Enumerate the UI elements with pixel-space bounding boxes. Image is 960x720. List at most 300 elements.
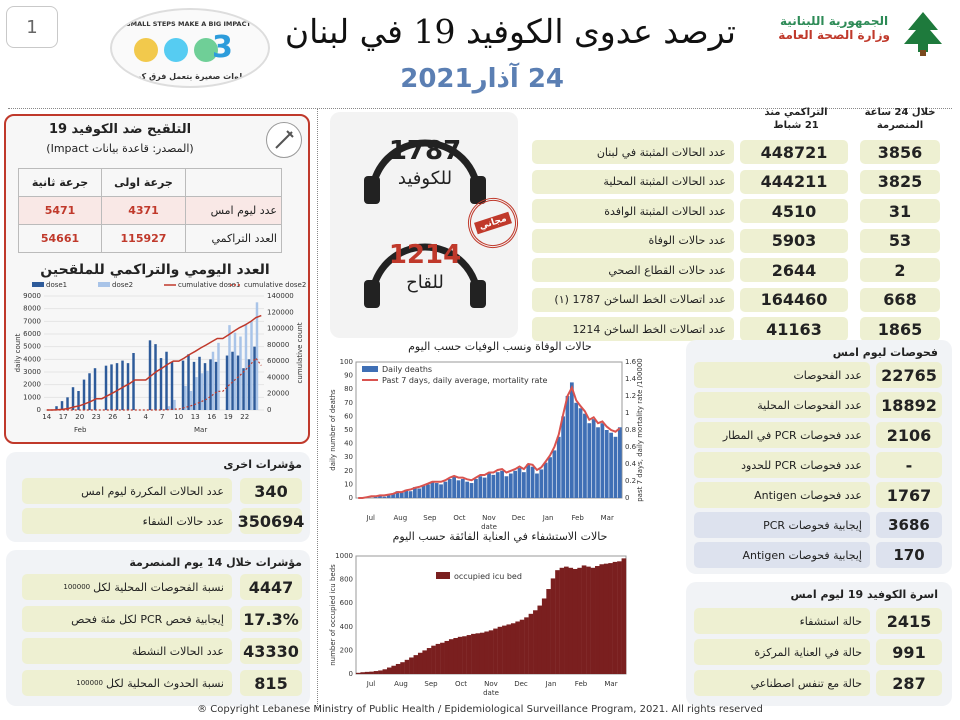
hotline-number: 1787 — [388, 136, 462, 166]
death-bar — [500, 471, 504, 498]
x-tick-label: 26 — [108, 413, 118, 421]
death-bar — [444, 482, 448, 498]
icu-bar — [431, 646, 436, 674]
other-row-label — [22, 478, 232, 504]
x-tick-label: Dec — [514, 680, 528, 688]
icu-bar — [555, 570, 560, 674]
y-tick-label: 20 — [344, 466, 353, 475]
stat-cumulative-value: 448721 — [740, 140, 848, 164]
vacc-row-label: عدد ليوم امس — [186, 197, 282, 225]
icu-bar — [369, 672, 374, 674]
beds-row-value: 2415 — [876, 608, 942, 634]
icu-bar — [396, 664, 401, 674]
y2-tick-label: 80000 — [267, 340, 290, 349]
y-tick-label: 0 — [348, 670, 353, 678]
y2-tick-label: 1.6 — [625, 358, 637, 366]
dose1-bar — [231, 352, 233, 410]
vaccination-title: التلقيح ضد الكوفيد 19 — [48, 122, 192, 137]
vacc-row-label: العدد التراكمي — [186, 225, 282, 253]
dose1-header: جرعة اولى — [102, 169, 186, 197]
other-row-value: 340 — [240, 478, 302, 504]
x-tick-label: 19 — [223, 413, 233, 421]
death-bar — [605, 430, 609, 498]
death-bar — [574, 403, 578, 498]
tests-row-value: 170 — [876, 542, 942, 568]
stat-daily-value: 3825 — [860, 170, 940, 194]
y-tick-label: 6000 — [23, 330, 41, 338]
y-tick-label: 60 — [344, 412, 353, 421]
dose1-bar — [116, 363, 118, 410]
dose2-bar — [190, 391, 192, 410]
indicators14-row-value: 4447 — [240, 574, 302, 600]
y-tick-label: 0 — [348, 494, 353, 502]
indicators14-row-label — [22, 606, 232, 632]
x-tick-label: Oct — [454, 680, 468, 688]
hotline-caption: للقاح — [406, 272, 444, 293]
stat-daily-value: 2 — [860, 258, 940, 282]
death-bar — [592, 419, 596, 498]
y-tick-label: 5000 — [23, 342, 41, 351]
y-tick-label: 9000 — [23, 292, 41, 300]
death-bar — [548, 457, 552, 498]
other-label-text: عدد الحالات المكررة ليوم امس — [81, 484, 224, 498]
tests-row-label: عدد الفحوصات المحلية — [694, 392, 870, 418]
campaign-top-text: SMALL STEPS MAKE A BIG IMPACT — [126, 20, 251, 28]
dose2-bar — [195, 377, 197, 410]
tests-row-value: 22765 — [876, 362, 942, 388]
ministry-line2: وزارة الصحة العامة — [778, 28, 890, 42]
stat-label: عدد الحالات المثبتة في لبنان — [532, 140, 734, 164]
legend-swatch — [362, 366, 378, 372]
vacc-dose1-value: 4371 — [102, 197, 186, 225]
campaign-figures-icon — [132, 32, 252, 70]
dose1-bar — [165, 352, 167, 410]
ministry-line1: الجمهورية اللبنانية — [780, 14, 889, 28]
dose1-bar — [83, 380, 85, 410]
icu-bar — [573, 569, 578, 674]
death-bar — [544, 463, 548, 498]
death-bar — [382, 497, 386, 498]
icu-bar — [546, 589, 551, 674]
x-tick-label: Aug — [394, 680, 408, 688]
x-tick-label: 4 — [143, 413, 148, 421]
stat-daily-value: 1865 — [860, 317, 940, 341]
icu-bar — [445, 641, 450, 674]
stat-label: عدد اتصالات الخط الساخن 1214 — [532, 317, 734, 341]
x-tick-label: Aug — [393, 514, 408, 522]
deaths-chart — [326, 354, 648, 530]
dose2-bar — [217, 343, 219, 410]
dose2-bar — [201, 373, 203, 410]
y-tick-label: 80 — [344, 385, 353, 394]
icu-bar — [529, 614, 534, 674]
y-tick-label: 8000 — [23, 304, 41, 313]
icu-bar — [622, 558, 627, 674]
death-bar — [614, 437, 618, 498]
death-bar — [618, 427, 622, 498]
y2-tick-label: 1 — [625, 409, 630, 417]
vaccination-table — [18, 168, 282, 253]
icu-chart — [326, 548, 648, 704]
death-bar — [448, 479, 452, 498]
y2-tick-label: 0.8 — [625, 426, 637, 434]
icu-bar — [524, 617, 529, 674]
icu-bar — [551, 578, 556, 674]
y-tick-label: 3000 — [23, 368, 41, 376]
campaign-logo — [110, 8, 270, 88]
x-tick-label: Mar — [600, 514, 614, 522]
icu-bar — [564, 567, 569, 674]
stat-label: عدد اتصالات الخط الساخن 1787 (١) — [532, 288, 734, 312]
icu-bar — [405, 660, 410, 674]
icu-bar — [489, 630, 494, 674]
stat-daily-value: 53 — [860, 229, 940, 253]
icu-bar — [511, 623, 516, 674]
y-tick-label: 0 — [36, 406, 41, 414]
death-bar — [491, 475, 495, 498]
y-tick-label: 70 — [344, 398, 353, 407]
stat-cumulative-value: 164460 — [740, 288, 848, 312]
x-tick-label: Jan — [545, 680, 557, 688]
death-bar — [535, 474, 539, 498]
x-tick-label: Feb — [571, 514, 584, 522]
dose1-bar — [171, 362, 173, 410]
legend-label: cumulative dose2 — [244, 281, 306, 289]
dose1-bar — [193, 362, 195, 410]
y-tick-label: 400 — [339, 622, 353, 631]
y2-tick-label: 60000 — [267, 357, 290, 366]
icu-bar — [360, 672, 365, 674]
death-bar — [531, 467, 535, 498]
footer-copyright: ® Copyright Lebanese Ministry of Public Health / Epidemiological Surveillance Program, 2021. All rights reserved — [197, 704, 763, 715]
dose1-bar — [182, 361, 184, 410]
legend-swatch — [32, 282, 44, 287]
icu-bar — [418, 653, 423, 674]
death-bar — [470, 483, 474, 498]
page-number: 1 — [26, 16, 38, 38]
free-stamp-text: مجاني — [474, 212, 512, 235]
death-bar — [474, 479, 478, 498]
dose1-bar — [105, 366, 107, 410]
indicators14-row-value: 815 — [240, 670, 302, 696]
dose1-bar — [121, 361, 123, 410]
icu-bar — [537, 606, 542, 674]
death-bar — [435, 483, 439, 498]
x-tick-label: 17 — [58, 413, 68, 421]
tests-row-value: 2106 — [876, 422, 942, 448]
icu-bar — [356, 673, 361, 674]
other-label-text: عدد حالات الشفاء — [142, 514, 224, 528]
vaccination-chart-title: العدد اليومي والتراكمي للملقحين — [40, 262, 270, 278]
stat-label: عدد حالات الوفاة — [532, 229, 734, 253]
death-bar — [587, 423, 591, 498]
tests-row-label: عدد فحوصات Antigen — [694, 482, 870, 508]
death-bar — [609, 433, 613, 498]
y2-tick-label: 0.2 — [625, 477, 637, 485]
x-tick-label: 22 — [240, 413, 250, 421]
vacc-dose2-value: 5471 — [19, 197, 102, 225]
y-tick-label: 50 — [344, 426, 353, 434]
dose1-bar — [242, 368, 244, 410]
x-tick-label: 1 — [127, 413, 132, 421]
icu-bar — [436, 644, 441, 674]
beds-label-text: حالة استشفاء — [799, 614, 862, 628]
y-tick-label: 90 — [344, 371, 353, 380]
stat-cumulative-value: 2644 — [740, 258, 848, 282]
legend-label: dose1 — [46, 281, 68, 289]
vaccination-source: (المصدر: قاعدة بيانات Impact) — [46, 142, 194, 155]
ministry-name — [778, 14, 890, 42]
x-tick-label: Sep — [423, 514, 437, 522]
icu-bar — [400, 662, 405, 674]
deaths-chart-title: حالات الوفاة ونسب الوفيات حسب اليوم — [408, 340, 592, 353]
legend-swatch — [98, 282, 110, 287]
x-tick-label: 20 — [75, 413, 85, 421]
dose1-bar — [215, 362, 217, 410]
y-tick-label: 30 — [344, 453, 353, 462]
tests-row-value: - — [876, 452, 942, 478]
death-bar — [509, 474, 513, 498]
dose2-bar — [250, 321, 252, 410]
y-tick-label: 100 — [339, 358, 353, 366]
icu-bar — [427, 648, 432, 674]
death-bar — [496, 472, 500, 498]
x-tick-label: 13 — [190, 413, 200, 421]
icu-bar — [374, 671, 379, 674]
daily-col-header: خلال 24 ساعة المنصرمة — [864, 107, 936, 131]
dose1-bar — [94, 368, 96, 410]
tests-row-label: إيجابية فحوصات PCR — [694, 512, 870, 538]
death-bar — [539, 469, 543, 498]
vertical-separator — [317, 108, 318, 708]
x-tick-label: 23 — [91, 413, 101, 421]
icu-bar — [391, 666, 396, 674]
y-tick-label: 800 — [339, 575, 353, 584]
y-tick-label: 1000 — [335, 552, 353, 560]
dose2-bar — [206, 371, 208, 410]
x-tick-label: Nov — [484, 680, 498, 688]
icu-bar — [586, 567, 591, 674]
beds-row-label — [694, 639, 870, 665]
death-bar — [566, 396, 570, 498]
beds-label-text: حالة مع تنفس اصطناعي — [750, 676, 862, 690]
stat-daily-value: 668 — [860, 288, 940, 312]
other-indicators-title: مؤشرات اخرى — [223, 458, 302, 471]
page-number-box — [6, 6, 58, 48]
icu-bar — [498, 627, 503, 674]
tests-row-label: عدد فحوصات PCR في المطار — [694, 422, 870, 448]
dose1-bar — [237, 356, 239, 410]
death-bar — [579, 408, 583, 498]
indicators14-row-value: 43330 — [240, 638, 302, 664]
x-group-label: Feb — [74, 426, 87, 434]
icu-bar — [467, 635, 472, 674]
legend-label: Daily deaths — [382, 365, 433, 374]
icu-bar — [608, 563, 613, 674]
dose2-bar — [256, 302, 258, 410]
x-tick-label: Sep — [424, 680, 438, 688]
indicators14-row-value: 17.3% — [240, 606, 302, 632]
beds-label-text: حالة في العناية المركزة — [754, 645, 862, 659]
y2-tick-label: 0.4 — [625, 460, 637, 468]
stat-daily-value: 31 — [860, 199, 940, 223]
x-tick-label: Nov — [482, 514, 496, 522]
icu-bar — [604, 564, 609, 674]
tests-row-value: 1767 — [876, 482, 942, 508]
dose1-bar — [160, 358, 162, 410]
tests-row-label: إيجابية فحوصات Antigen — [694, 542, 870, 568]
x-tick-label: 7 — [160, 413, 165, 421]
dose2-header: جرعة ثانية — [19, 169, 102, 197]
y2-axis-label: past 7 days, daily mortality rate /100000 — [636, 358, 644, 502]
x-tick-label: Feb — [574, 680, 588, 688]
vacc-dose1-value: 115927 — [102, 225, 186, 253]
y2-tick-label: 0 — [267, 406, 272, 414]
cumulative-col-header: التراكمي منذ 21 شباط — [764, 107, 828, 131]
icu-bar — [440, 643, 445, 674]
indicators14-row-label — [22, 574, 232, 600]
icu-chart-title: حالات الاستشفاء في العناية الفائقة حسب اليوم — [392, 530, 608, 543]
indicators14-label-text: نسبة الفحوصات المحلية لكل — [93, 580, 224, 594]
death-bar — [553, 450, 557, 498]
icu-bar — [493, 629, 498, 674]
legend-label: Past 7 days, daily average, mortality rate — [382, 376, 548, 385]
y2-tick-label: 1.4 — [625, 375, 637, 383]
y-tick-label: 2000 — [23, 380, 41, 389]
y2-axis-label: cumulative count — [296, 322, 304, 384]
icu-bar — [617, 561, 622, 674]
dose1-bar — [187, 354, 189, 410]
x-tick-label: 10 — [174, 413, 184, 421]
death-bar — [526, 464, 530, 498]
beds-row-label — [694, 670, 870, 696]
y-tick-label: 40 — [344, 439, 353, 448]
icu-bar — [422, 650, 427, 674]
x-tick-label: Jan — [542, 514, 554, 522]
y-tick-label: 1000 — [23, 393, 41, 402]
icu-bar — [613, 562, 618, 674]
icu-bar — [449, 639, 454, 674]
beds-row-label — [694, 608, 870, 634]
death-bar — [483, 478, 487, 498]
y-tick-label: 600 — [339, 599, 353, 608]
y-tick-label: 200 — [339, 646, 353, 655]
y-axis-label: daily count — [14, 333, 22, 373]
dose1-bar — [88, 373, 90, 410]
beds-title: اسرة الكوفيد 19 ليوم امس — [790, 588, 938, 601]
y2-tick-label: 20000 — [267, 389, 290, 398]
indicators14-row-label — [22, 638, 232, 664]
icu-bar — [476, 633, 481, 674]
indicators14-label-text: نسبة الحدوث المحلية لكل — [105, 676, 224, 690]
stat-label: عدد الحالات المثبتة الوافدة — [532, 199, 734, 223]
death-bar — [452, 476, 456, 498]
icu-bar — [582, 565, 587, 674]
dose1-bar — [226, 356, 228, 410]
y2-tick-label: 120000 — [267, 308, 294, 317]
indicators14-label-sub: 100000 — [76, 679, 103, 687]
death-bar — [422, 486, 426, 498]
indicators14-row-label — [22, 670, 232, 696]
stat-cumulative-value: 5903 — [740, 229, 848, 253]
icu-bar — [409, 657, 414, 674]
icu-bar — [595, 566, 600, 674]
icu-bar — [515, 621, 520, 674]
y2-tick-label: 1.2 — [625, 392, 637, 400]
icu-bar — [462, 636, 467, 674]
hotline-number: 1214 — [388, 240, 462, 270]
death-bar — [596, 427, 600, 498]
vacc-dose2-value: 54661 — [19, 225, 102, 253]
x-tick-label: 14 — [42, 413, 52, 421]
x-tick-label: Mar — [604, 680, 618, 688]
indicators14-label-text: إيجابية فحص PCR لكل مئة فحص — [71, 612, 224, 626]
indicators14-label-sub: 100000 — [63, 583, 91, 591]
dose2-bar — [228, 325, 230, 410]
death-bar — [426, 484, 430, 498]
y-axis-label: daily number of deaths — [329, 389, 337, 471]
dose1-bar — [204, 363, 206, 410]
icu-bar — [560, 568, 565, 674]
stat-cumulative-value: 41163 — [740, 317, 848, 341]
death-bar — [457, 480, 461, 498]
death-bar — [487, 474, 491, 498]
beds-row-value: 287 — [876, 670, 942, 696]
death-bar — [478, 476, 482, 498]
x-axis-label: date — [481, 523, 497, 530]
vaccination-chart — [14, 278, 306, 438]
dose2-bar — [239, 337, 241, 410]
icu-bar — [480, 633, 485, 674]
dose1-bar — [253, 347, 255, 410]
tests-title: فحوصات ليوم امس — [832, 346, 938, 359]
indicators14-title: مؤشرات خلال 14 يوم المنصرمة — [129, 556, 302, 569]
icu-bar — [577, 568, 582, 674]
page-title: ترصد عدوى الكوفيد 19 في لبنان — [284, 12, 736, 51]
legend-label: cumulative dose1 — [178, 281, 241, 289]
y2-tick-label: 0.6 — [625, 443, 637, 451]
icu-bar — [484, 632, 489, 674]
icu-bar — [599, 564, 604, 674]
indicators14-label-text: عدد الحالات النشطة — [131, 644, 224, 658]
icu-bar — [520, 620, 525, 674]
dose2-bar — [212, 352, 214, 410]
stat-label: عدد حالات القطاع الصحي — [532, 258, 734, 282]
other-row-value: 350694 — [240, 508, 302, 534]
death-bar — [522, 472, 526, 498]
tests-row-value: 18892 — [876, 392, 942, 418]
stat-cumulative-value: 4510 — [740, 199, 848, 223]
y2-tick-label: 40000 — [267, 373, 290, 382]
legend-label: occupied icu bed — [454, 572, 522, 581]
tests-row-value: 3686 — [876, 512, 942, 538]
x-tick-label: 16 — [207, 413, 217, 421]
dose2-bar — [184, 386, 186, 410]
icu-bar — [383, 669, 388, 674]
dose2-bar — [245, 324, 247, 410]
tests-row-label: عدد فحوصات PCR للحدود — [694, 452, 870, 478]
icu-bar — [568, 568, 573, 674]
dose2-bar — [234, 333, 236, 410]
icu-bar — [542, 598, 547, 674]
death-bar — [561, 416, 565, 498]
death-bar — [600, 423, 604, 498]
y-tick-label: 10 — [344, 480, 353, 489]
hotline-caption: للكوفيد — [397, 168, 453, 189]
icu-bar — [471, 634, 476, 674]
death-bar — [518, 468, 522, 498]
y2-tick-label: 0 — [625, 494, 630, 502]
